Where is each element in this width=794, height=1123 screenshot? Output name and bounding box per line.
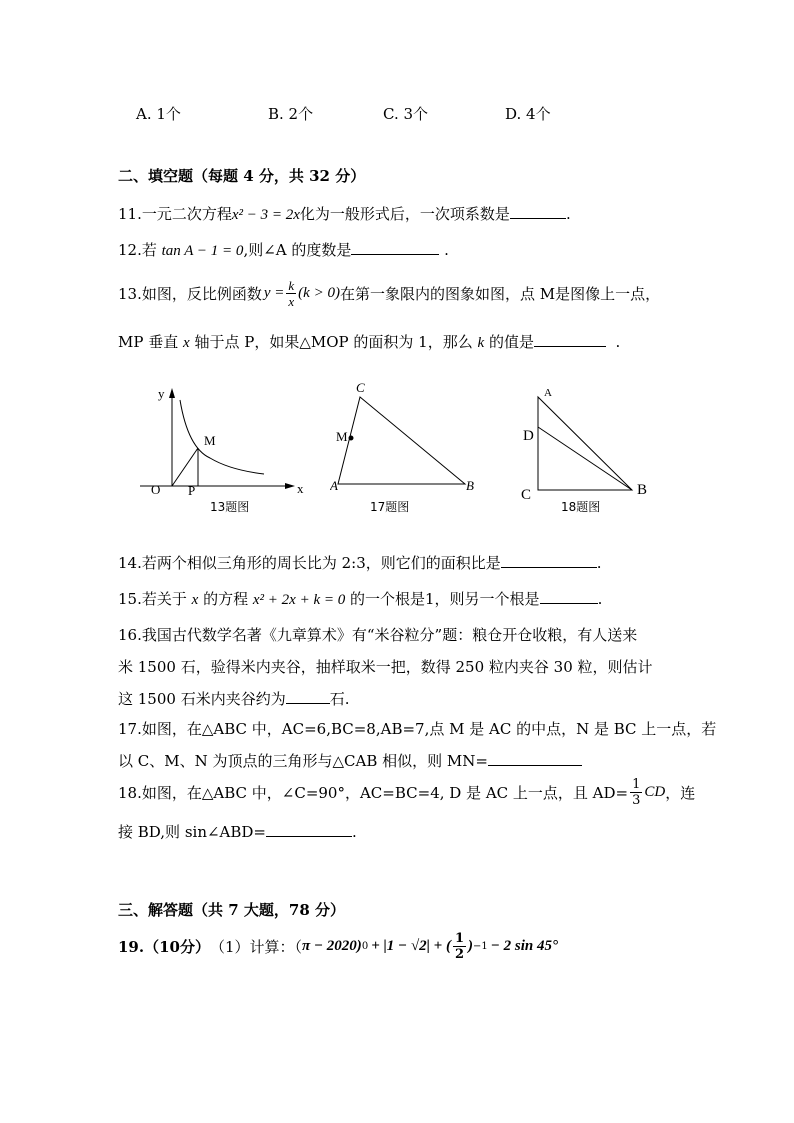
q15-expression: x² + 2x + k = 0	[252, 592, 346, 608]
q12-suffix: ,则∠A 的度数是	[243, 241, 352, 259]
q19-expr-d: − 2 sin 45°	[490, 938, 558, 954]
q13-fraction-numerator: k	[288, 278, 295, 293]
figure-13	[130, 378, 320, 518]
q18-fraction-numerator: 1	[632, 777, 641, 792]
fig17-label-c: C	[356, 380, 365, 395]
q13-suffix: 在第一象限内的图象如图，点 M是图像上一点，	[339, 285, 661, 303]
fig17-label-b: B	[466, 478, 474, 493]
fig17-point-m	[349, 436, 354, 441]
q15-end: .	[597, 590, 603, 608]
q19-fraction	[453, 931, 466, 962]
fig13-label-y: y	[158, 386, 165, 401]
question-19	[118, 931, 558, 962]
question-18-line-1	[118, 777, 695, 808]
question-15	[118, 588, 602, 609]
fig13-label-m: M	[204, 433, 216, 448]
q13-line2-c: 的值是	[488, 333, 534, 351]
question-16-line-1: 16.我国古代数学名著《九章算术》有“米谷粒分”题：粮仓开仓收粮，有人送来	[118, 626, 638, 644]
q13-expression-right: (k > 0)	[298, 285, 340, 301]
q18-fraction	[630, 777, 642, 808]
q11-expression: x² − 3 = 2x	[231, 207, 300, 223]
q19-expr-a: π − 2020)	[302, 938, 362, 954]
fig18-label-c: C	[521, 487, 532, 503]
fig17-caption: 17题图	[370, 500, 410, 514]
q12-end: .	[444, 241, 449, 259]
question-12	[118, 239, 449, 260]
q14-text: 14.若两个相似三角形的周长比为 2:3，则它们的面积比是	[118, 554, 501, 572]
q15-suffix: 的一个根是1，则另一个根是	[350, 590, 540, 608]
question-16-line-3	[118, 688, 350, 709]
q14-end: .	[596, 554, 602, 572]
q19-exp-minus-one: −1	[473, 941, 488, 952]
question-18-line-2	[118, 821, 357, 842]
figure-18	[515, 378, 665, 518]
question-16-line-2: 米 1500 石，验得米内夹谷，抽样取米一把，数得 250 粒内夹谷 30 粒，则估计	[118, 658, 653, 676]
choice-c: C. 3个	[383, 105, 429, 123]
q13-end: .	[615, 333, 621, 351]
q18-answer-blank[interactable]	[266, 822, 352, 837]
question-13-line-1	[118, 278, 660, 309]
fig18-triangle	[538, 397, 632, 490]
q18-cd: CD	[644, 784, 666, 800]
fig18-label-a: A	[544, 387, 552, 399]
choice-d: D. 4个	[505, 105, 551, 123]
q19-expr-b: + |1 − √2| + (	[371, 938, 451, 954]
q14-answer-blank[interactable]	[501, 553, 597, 568]
figure-17	[330, 378, 480, 518]
q19-label: 19.（10分）	[118, 938, 210, 956]
q19-exp-zero: 0	[361, 941, 369, 952]
q19-fraction-denominator: 2	[454, 947, 465, 962]
fig13-label-p: P	[188, 483, 196, 498]
q13-line2-x: x	[183, 335, 190, 351]
q13-prefix: 13.如图，反比例函数	[118, 285, 262, 303]
q12-prefix: 12.若	[118, 241, 157, 259]
question-11	[118, 203, 571, 224]
fig13-caption: 13题图	[210, 500, 250, 514]
fig18-label-b: B	[637, 482, 648, 498]
question-14	[118, 552, 602, 573]
q19-fraction-numerator: 1	[454, 931, 465, 946]
fig13-y-arrow	[169, 388, 175, 398]
q18-end: .	[352, 823, 357, 841]
q13-line2-b: 轴于点 P，如果△MOP 的面积为 1，那么	[194, 333, 473, 351]
q13-line2-k: k	[477, 335, 485, 351]
q18-fraction-denominator: 3	[632, 793, 641, 808]
fig17-label-a: A	[330, 478, 338, 493]
q19-expr-c: )	[468, 938, 474, 954]
q12-answer-blank[interactable]	[351, 240, 439, 255]
section-2-heading: 二、填空题（每题 4 分，共 32 分）	[118, 167, 366, 185]
choice-a: A. 1个	[136, 105, 181, 123]
fig13-x-arrow	[285, 483, 295, 489]
question-17-line-1: 17.如图，在△ABC 中，AC=6,BC=8,AB=7,点 M 是 AC 的中点，N 是 BC 上一点，若	[118, 720, 717, 738]
section-3-heading: 三、解答题（共 7 大题，78 分）	[118, 901, 345, 919]
fig13-segment-om	[172, 448, 198, 486]
q19-part: （1）计算：（	[209, 938, 303, 956]
q13-line2-a: MP 垂直	[118, 333, 179, 351]
q13-answer-blank[interactable]	[534, 332, 606, 347]
q12-expression: tan A − 1 = 0	[161, 243, 244, 259]
q17-answer-blank[interactable]	[488, 751, 582, 766]
fig18-label-d: D	[523, 428, 534, 444]
q13-fraction-denominator: x	[288, 294, 295, 309]
fig17-label-m: M	[336, 429, 348, 444]
q11-answer-blank[interactable]	[510, 204, 566, 219]
q11-prefix: 11.一元二次方程	[118, 205, 232, 223]
q15-x: x	[191, 592, 199, 608]
q17-line2: 以 C、M、N 为顶点的三角形与△CAB 相似，则 MN=	[118, 752, 488, 770]
q16-answer-blank[interactable]	[286, 689, 330, 704]
q15-prefix: 15.若关于	[118, 590, 187, 608]
fig13-label-x: x	[297, 481, 304, 496]
fig13-hyperbola	[180, 400, 264, 474]
q13-fraction	[286, 278, 296, 309]
q15-mid: 的方程	[203, 590, 249, 608]
q16-line3-b: 石.	[329, 690, 350, 708]
fig13-label-o: O	[151, 482, 161, 497]
q13-expression-left: y =	[263, 285, 285, 301]
q18-line2: 接 BD,则 sin∠ABD=	[118, 823, 266, 841]
q16-line3-a: 这 1500 石米内夹谷约为	[118, 690, 286, 708]
fig18-caption: 18题图	[561, 500, 601, 514]
q11-end: .	[565, 205, 571, 223]
q11-suffix: 化为一般形式后，一次项系数是	[299, 205, 510, 223]
fig17-triangle	[338, 397, 465, 484]
choice-b: B. 2个	[268, 105, 314, 123]
q18-line1-b: ，连	[665, 784, 696, 802]
fig18-segment-bd	[538, 427, 632, 490]
q15-answer-blank[interactable]	[540, 589, 598, 604]
question-13-line-2	[118, 331, 620, 352]
q18-line1-a: 18.如图，在△ABC 中，∠C=90°，AC=BC=4, D 是 AC 上一点，且 AD=	[118, 784, 629, 802]
question-17-line-2	[118, 750, 582, 771]
